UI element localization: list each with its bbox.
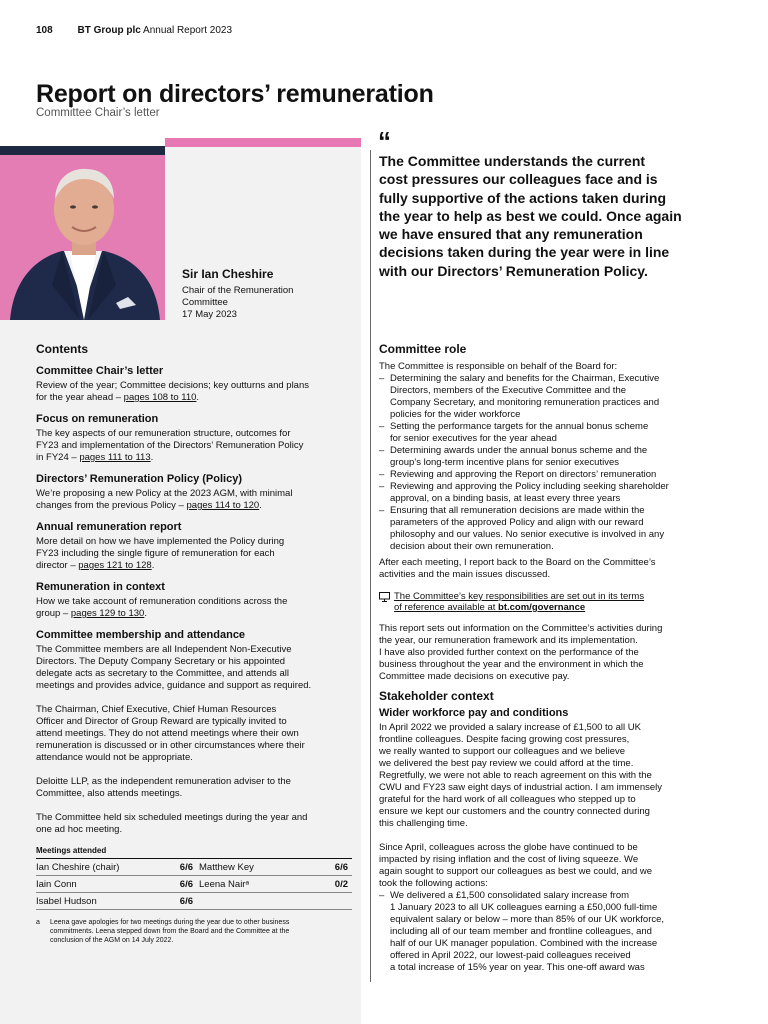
wider-workforce-heading: Wider workforce pay and conditions: [379, 707, 569, 719]
chair-name: Sir Ian Cheshire: [182, 267, 274, 281]
text-line: philosophy and our values. No senior executive is involved in any: [390, 529, 665, 540]
contents-section-text: [36, 428, 352, 464]
footnote-text: [50, 918, 289, 945]
chair-role-line: Committee: [182, 297, 228, 308]
quote-line: we have ensured that any remuneration: [379, 226, 643, 243]
quote-line: with our Directors’ Remuneration Policy.: [379, 262, 648, 279]
member-name: Matthew Key: [199, 861, 254, 873]
text-line: Reviewing and approving the Report on directors’ remuneration: [390, 469, 657, 480]
governance-url[interactable]: bt.com/governance: [498, 602, 586, 613]
attendance-value: 6/6: [179, 861, 193, 873]
text-line: business throughout the year and the environment in which the: [379, 659, 644, 670]
text-line: I have also provided further context on the performance of the: [379, 647, 639, 658]
letter-date: 17 May 2023: [182, 309, 237, 320]
role-column: [379, 342, 707, 974]
text-line: decision about their own remuneration.: [390, 541, 554, 552]
text-line: took the following actions:: [379, 878, 488, 889]
dash-bullet: –: [379, 445, 385, 456]
text-line: The Committee members are all Independent Non-Executive: [36, 644, 292, 655]
terms-of-reference-link[interactable]: [379, 591, 707, 613]
quote-line: cost pressures our colleagues face and is: [379, 171, 658, 188]
text-line: The Committee held six scheduled meetings during the year and: [36, 812, 308, 823]
committee-role-heading: Committee role: [379, 342, 467, 356]
dash-bullet: –: [379, 469, 385, 480]
list-item: [379, 481, 707, 505]
page-number: 108: [36, 25, 53, 36]
pink-accent-bar: [165, 138, 361, 147]
link-text[interactable]: [394, 591, 644, 613]
dash-bullet: –: [379, 373, 385, 384]
text-line: frontline colleagues. Despite facing growing cost pressures,: [379, 734, 630, 745]
meetings-table-label: Meetings attended: [36, 846, 352, 859]
list-item: [379, 373, 707, 421]
text-line: Determining awards under the annual bonus scheme and the: [390, 445, 648, 456]
page-subtitle: Committee Chair’s letter: [36, 107, 160, 119]
portrait-illustration: [0, 155, 165, 320]
text-line: including all of our team member and frontline colleagues, and: [390, 926, 652, 937]
attendance-value: 6/6: [179, 895, 193, 907]
text-line: ensure we kept our customers and the country connected during: [379, 806, 650, 817]
text-line: impacted by rising inflation and the cost of living squeeze. We: [379, 854, 639, 865]
text-line: meetings and provides advice, guidance and support as required.: [36, 680, 312, 691]
text-line: The Committee’s key responsibilities are set out in its terms: [394, 591, 645, 602]
quote-mark-icon: “: [378, 126, 391, 156]
text-line: Leena gave apologies for two meetings during the year due to other business: [50, 919, 290, 926]
stakeholder-paragraph: [379, 842, 707, 890]
footnote: [36, 918, 352, 945]
quote-line: decisions taken during the year were in line: [379, 244, 670, 261]
text-fragment: .: [196, 392, 200, 403]
text-line: [394, 602, 644, 613]
list-item: [379, 469, 707, 481]
text-line: 1 January 2023 to all UK colleagues earning a £50,000 full-time: [390, 902, 658, 913]
dash-bullet: –: [379, 481, 385, 492]
navy-accent-bar: [0, 146, 165, 155]
text-fragment: director –: [36, 560, 79, 571]
text-line: Ensuring that all remuneration decisions are made within the: [390, 505, 645, 516]
page-title: Report on directors’ remuneration: [36, 80, 434, 108]
member-name: Isabel Hudson: [36, 895, 97, 907]
membership-paragraph: [36, 776, 352, 800]
text-line: policies for the wider workforce: [390, 409, 521, 420]
text-line: attendance would not be appropriate.: [36, 752, 193, 763]
list-item: [379, 890, 707, 974]
list-item: [379, 421, 707, 445]
contents-section-text: [36, 488, 352, 512]
text-fragment: .: [144, 608, 147, 619]
text-line: Determining the salary and benefits for the Chairman, Executive: [390, 373, 660, 384]
text-line: The Chairman, Chief Executive, Chief Human Resources: [36, 704, 277, 715]
text-fragment: group –: [36, 608, 71, 619]
text-line: approval, on a binding basis, at least every three years: [390, 493, 621, 504]
report-name: Annual Report 2023: [143, 25, 233, 36]
table-row: [36, 859, 352, 876]
text-line: Directors, members of the Executive Committee and the: [390, 385, 627, 396]
contents-section-title: Focus on remuneration: [36, 413, 159, 425]
membership-paragraph: [36, 644, 352, 692]
text-line: More detail on how we have implemented the Policy during: [36, 536, 285, 547]
text-line: [36, 608, 352, 620]
text-line: Review of the year; Committee decisions; key outturns and plans: [36, 380, 309, 391]
chair-caption: [182, 267, 352, 321]
text-line: Committee made decisions on executive pay.: [379, 671, 570, 682]
text-fragment: .: [151, 560, 155, 571]
chair-role-line: Chair of the Remuneration: [182, 285, 294, 296]
column-divider: [370, 150, 371, 982]
quote-line: The Committee understands the current: [379, 153, 646, 169]
text-line: In April 2022 we provided a salary increase of £1,500 to all UK: [379, 722, 641, 733]
text-line: Company Secretary, and monitoring remuneration practices and: [390, 397, 660, 408]
text-fragment: for the year ahead –: [36, 392, 124, 403]
membership-paragraph: [36, 812, 352, 836]
contents-heading: Contents: [36, 342, 88, 356]
text-line: equivalent salary or below – more than 85% of our UK workforce,: [390, 914, 665, 925]
page-link[interactable]: pages 129 to 130: [70, 608, 145, 619]
contents-column: [36, 342, 352, 945]
text-line: [36, 560, 352, 572]
page-link[interactable]: pages 121 to 128: [78, 560, 152, 571]
member-name: Ian Cheshire (chair): [36, 861, 120, 873]
list-item: [379, 445, 707, 469]
footnote-marker: a: [36, 919, 40, 926]
running-header: [36, 25, 232, 36]
text-line: [36, 500, 352, 512]
role-intro: The Committee is responsible on behalf of the Board for:: [379, 361, 618, 372]
text-line: Since April, colleagues across the globe have continued to be: [379, 842, 638, 853]
text-line: one ad hoc meeting.: [36, 824, 123, 835]
text-line: Deloitte LLP, as the independent remuneration adviser to the: [36, 776, 291, 787]
monitor-icon: [379, 591, 394, 613]
text-line: the year, our remuneration framework and its implementation.: [379, 635, 638, 646]
text-line: Committee, also attends meetings.: [36, 788, 183, 799]
membership-heading: Committee membership and attendance: [36, 629, 246, 641]
text-line: Setting the performance targets for the annual bonus scheme: [390, 421, 649, 432]
contents-section-title: Directors’ Remuneration Policy (Policy): [36, 473, 243, 485]
text-line: FY23 including the single figure of remuneration for each: [36, 548, 275, 559]
text-line: Officer and Director of Group Reward are typically invited to: [36, 716, 287, 727]
contents-section-text: [36, 380, 352, 404]
page-link[interactable]: pages 111 to 113: [79, 452, 151, 463]
dash-bullet: –: [379, 421, 385, 432]
text-line: [36, 392, 352, 404]
membership-paragraph: [36, 704, 352, 764]
text-line: attend meetings. They do not attend meetings where their own: [36, 728, 299, 739]
text-line: parameters of the approved Policy and align with our reward: [390, 517, 644, 528]
actions-bullet-list: [379, 890, 707, 974]
text-line: group’s long-term incentive plans for senior executives: [390, 457, 619, 468]
company-name: BT Group plc: [77, 25, 141, 36]
text-fragment: of reference available at: [394, 602, 499, 613]
text-line: FY23 and implementation of the Directors’ Remuneration Policy: [36, 440, 304, 451]
text-line: this challenging time.: [379, 818, 468, 829]
list-item: [379, 505, 707, 553]
text-line: for senior executives for the year ahead: [390, 433, 557, 444]
report-paragraph: [379, 623, 707, 683]
page-link[interactable]: pages 108 to 110: [123, 392, 197, 403]
quote-line: fully supportive of the actions taken during: [379, 189, 667, 206]
table-row: [36, 876, 352, 893]
contents-section-title: Committee Chair’s letter: [36, 365, 164, 377]
text-line: We’re proposing a new Policy at the 2023 AGM, with minimal: [36, 488, 293, 499]
text-fragment: .: [150, 452, 154, 463]
text-fragment: in FY24 –: [36, 452, 80, 463]
text-line: again sought to support our colleagues as best we could, and we: [379, 866, 653, 877]
attendance-value: 0/2: [334, 878, 348, 890]
text-line: grateful for the hard work of all colleagues who stepped up to: [379, 794, 636, 805]
text-line: a total increase of 15% year on year. This one-off award was: [390, 962, 645, 973]
attendance-value: 6/6: [179, 878, 193, 890]
text-line: commitments. Leena stepped down from the Board and the Committee at the: [50, 928, 290, 935]
member-name: Leena Nairᵃ: [199, 878, 250, 890]
text-line: delegate acts as secretary to the Committee, and attends all: [36, 668, 289, 679]
text-line: Reviewing and approving the Policy including seeking shareholder: [390, 481, 669, 492]
text-line: CWU and FY23 saw eight days of industrial action. I am immensely: [379, 782, 663, 793]
text-line: we delivered the best pay review we could afford at the time.: [379, 758, 634, 769]
dash-bullet: –: [379, 890, 385, 901]
quote-line: the year to help as best we could. Once again: [379, 207, 682, 224]
attendance-value: 6/6: [334, 861, 348, 873]
table-row: [36, 893, 352, 910]
text-line: Directors. The Deputy Company Secretary or his appointed: [36, 656, 286, 667]
contents-section-title: Remuneration in context: [36, 581, 165, 593]
text-line: we really wanted to support our colleagues and we believe: [379, 746, 626, 757]
text-line: half of our UK manager population. Combined with the increase: [390, 938, 658, 949]
stakeholder-paragraph: [379, 722, 707, 830]
text-fragment: .: [259, 500, 262, 511]
text-line: remuneration is discussed or in other circumstances where their: [36, 740, 305, 751]
text-line: Regretfully, we were not able to reach agreement on this with the: [379, 770, 652, 781]
role-bullet-list: [379, 373, 707, 553]
dash-bullet: –: [379, 505, 385, 516]
page-link[interactable]: pages 114 to 120: [186, 500, 260, 511]
contents-section-title: Annual remuneration report: [36, 521, 182, 533]
stakeholder-heading: Stakeholder context: [379, 689, 494, 703]
chair-portrait: [0, 155, 165, 320]
text-line: We delivered a £1,500 consolidated salary increase from: [390, 890, 630, 901]
text-line: [36, 452, 352, 464]
pull-quote: [379, 152, 719, 280]
text-line: How we take account of remuneration conditions across the: [36, 596, 288, 607]
text-line: offered in April 2022, our lowest-paid colleagues received: [390, 950, 631, 961]
contents-section-text: [36, 536, 352, 572]
contents-section-text: [36, 596, 352, 620]
text-line: conclusion of the AGM on 14 July 2022.: [50, 937, 174, 944]
member-name: Iain Conn: [36, 878, 77, 890]
text-line: activities and the main issues discussed.: [379, 569, 551, 580]
text-line: This report sets out information on the Committee’s activities during: [379, 623, 663, 634]
text-line: The key aspects of our remuneration structure, outcomes for: [36, 428, 291, 439]
after-meeting-paragraph: [379, 557, 707, 581]
text-line: After each meeting, I report back to the Board on the Committee’s: [379, 557, 656, 568]
text-fragment: changes from the previous Policy –: [36, 500, 187, 511]
